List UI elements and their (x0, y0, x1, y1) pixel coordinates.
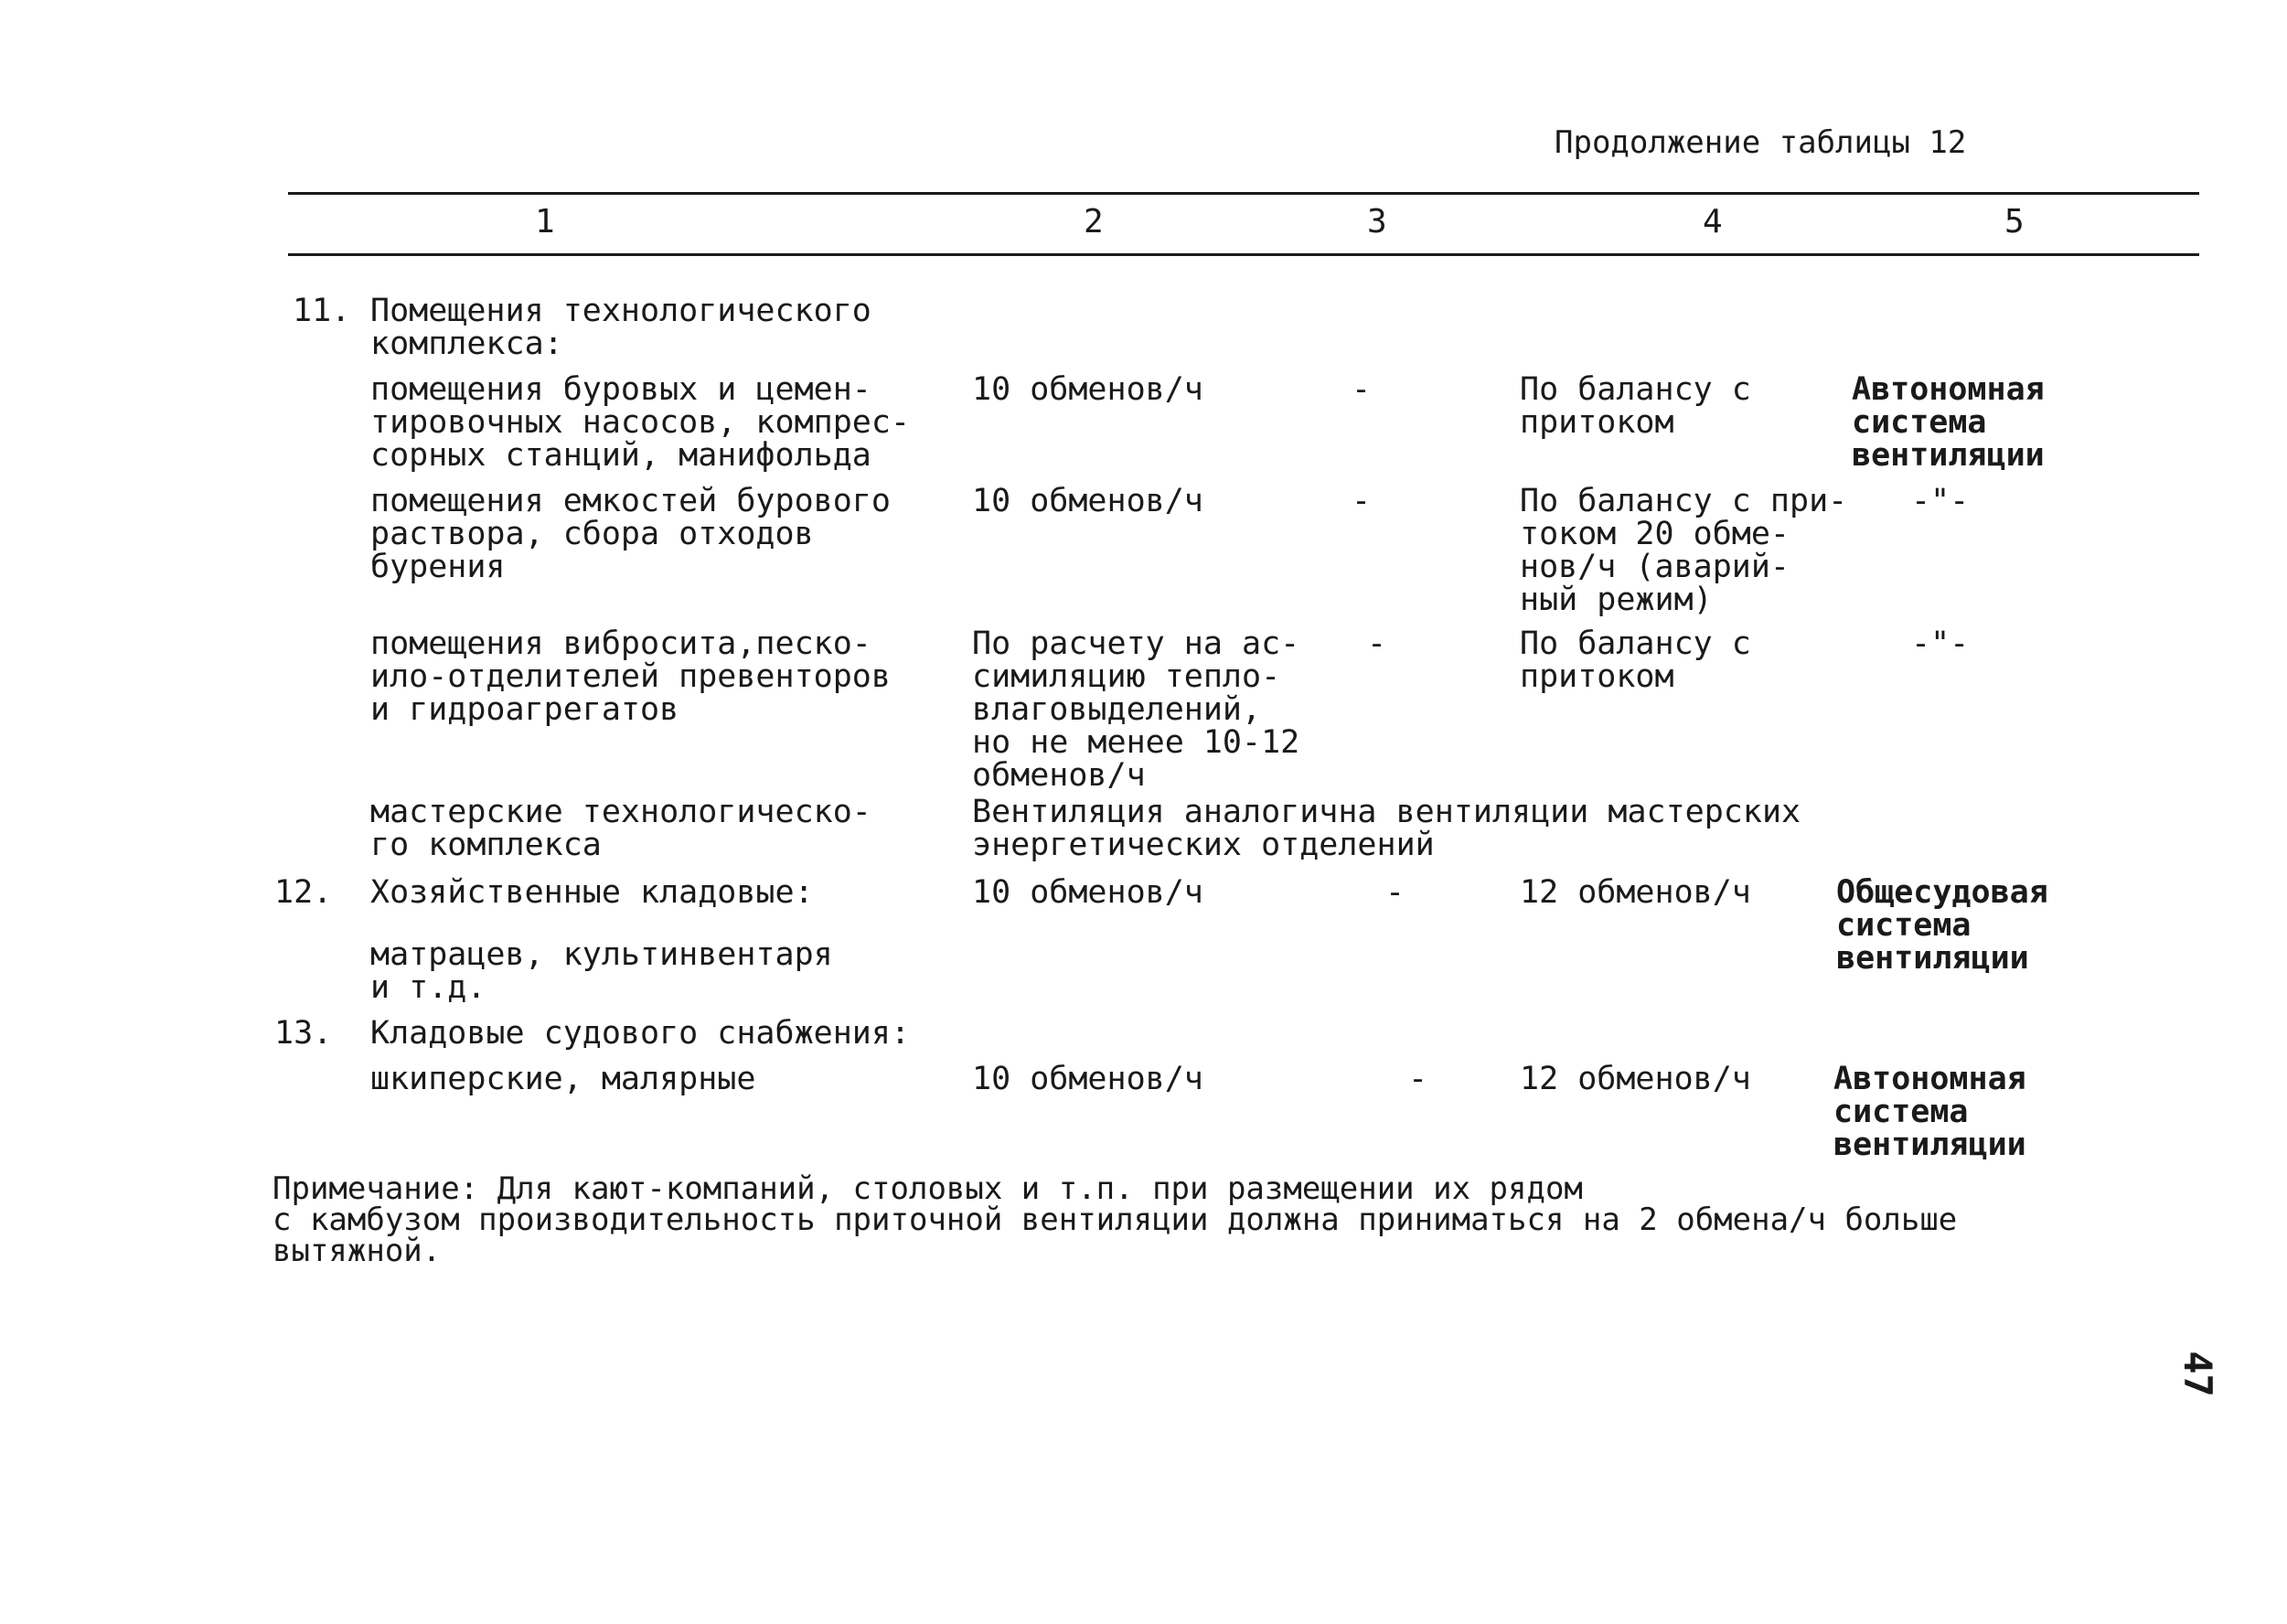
page-number: 47 (2175, 1351, 2220, 1397)
s13-col4: 12 обменов/ч (1520, 1061, 1751, 1097)
section-12-number: 12. (274, 874, 333, 911)
s13-col5: Автономная система вентиляции (1833, 1061, 2026, 1163)
header-col-2: 2 (1084, 203, 1104, 240)
s11-row1-col5: Автономная система вентиляции (1852, 371, 2045, 474)
s11-row1-col1: помещения буровых и цемен- тировочных насосов, компрес- сорных станций, манифольда (370, 371, 911, 474)
section-13-number: 13. (274, 1015, 333, 1052)
table-note: Примечание: Для кают-компаний, столовых и т.п. при размещении их рядом с камбузом производительность приточной вентиляции должна приниматься на 2 обмена/ч больше вытяжной. (273, 1170, 1958, 1269)
s12-col4: 12 обменов/ч (1520, 874, 1751, 911)
s11-row3-col3: - (1367, 625, 1387, 662)
s11-row4-merged: Вентиляция аналогична вентиляции мастерских энергетических отделений (972, 794, 1801, 863)
s12-col5: Общесудовая система вентиляции (1836, 874, 2048, 977)
s13-col2: 10 обменов/ч (972, 1061, 1203, 1097)
header-bottom-rule (288, 253, 2199, 256)
s11-row3-col4: По балансу с притоком (1520, 625, 1751, 695)
s11-row4-col1: мастерские технологическо- го комплекса (370, 794, 871, 863)
header-top-rule (288, 192, 2199, 195)
header-col-1: 1 (535, 203, 555, 240)
table-caption: Продолжение таблицы 12 (1555, 124, 1967, 161)
s11-row1-col2: 10 обменов/ч (972, 371, 1203, 408)
section-12-sub: матрацев, культинвентаря и т.д. (370, 936, 833, 1006)
s11-row2-col5: -"- (1911, 483, 1970, 519)
s11-row2-col2: 10 обменов/ч (972, 483, 1203, 519)
header-col-5: 5 (2004, 203, 2025, 240)
s11-row3-col1: помещения вибросита,песко- ило-отделителей превенторов и гидроагрегатов (370, 625, 891, 728)
header-col-3: 3 (1367, 203, 1387, 240)
section-13-sub: шкиперские, малярные (370, 1061, 756, 1097)
s11-row2-col1: помещения емкостей бурового раствора, сбора отходов бурения (370, 483, 891, 585)
section-11-title: Помещения технологического комплекса: (370, 293, 871, 362)
s11-row3-col2: По расчету на ас- симиляцию тепло- влаговыделений, но не менее 10-12 обменов/ч (972, 625, 1300, 794)
section-12-title: Хозяйственные кладовые: (370, 874, 814, 911)
s11-row3-col5: -"- (1911, 625, 1970, 662)
s12-col2: 10 обменов/ч (972, 874, 1203, 911)
s11-row1-col4: По балансу с притоком (1520, 371, 1751, 441)
header-col-4: 4 (1703, 203, 1723, 240)
s11-row2-col4: По балансу с при- током 20 обме- нов/ч (аварий- ный режим) (1520, 483, 1848, 618)
s13-col3: - (1408, 1061, 1428, 1097)
s12-col3: - (1385, 874, 1405, 911)
s11-row1-col3: - (1352, 371, 1372, 408)
s11-row2-col3: - (1352, 483, 1372, 519)
section-13-title: Кладовые судового снабжения: (370, 1015, 911, 1052)
section-11-number: 11. (293, 293, 351, 329)
